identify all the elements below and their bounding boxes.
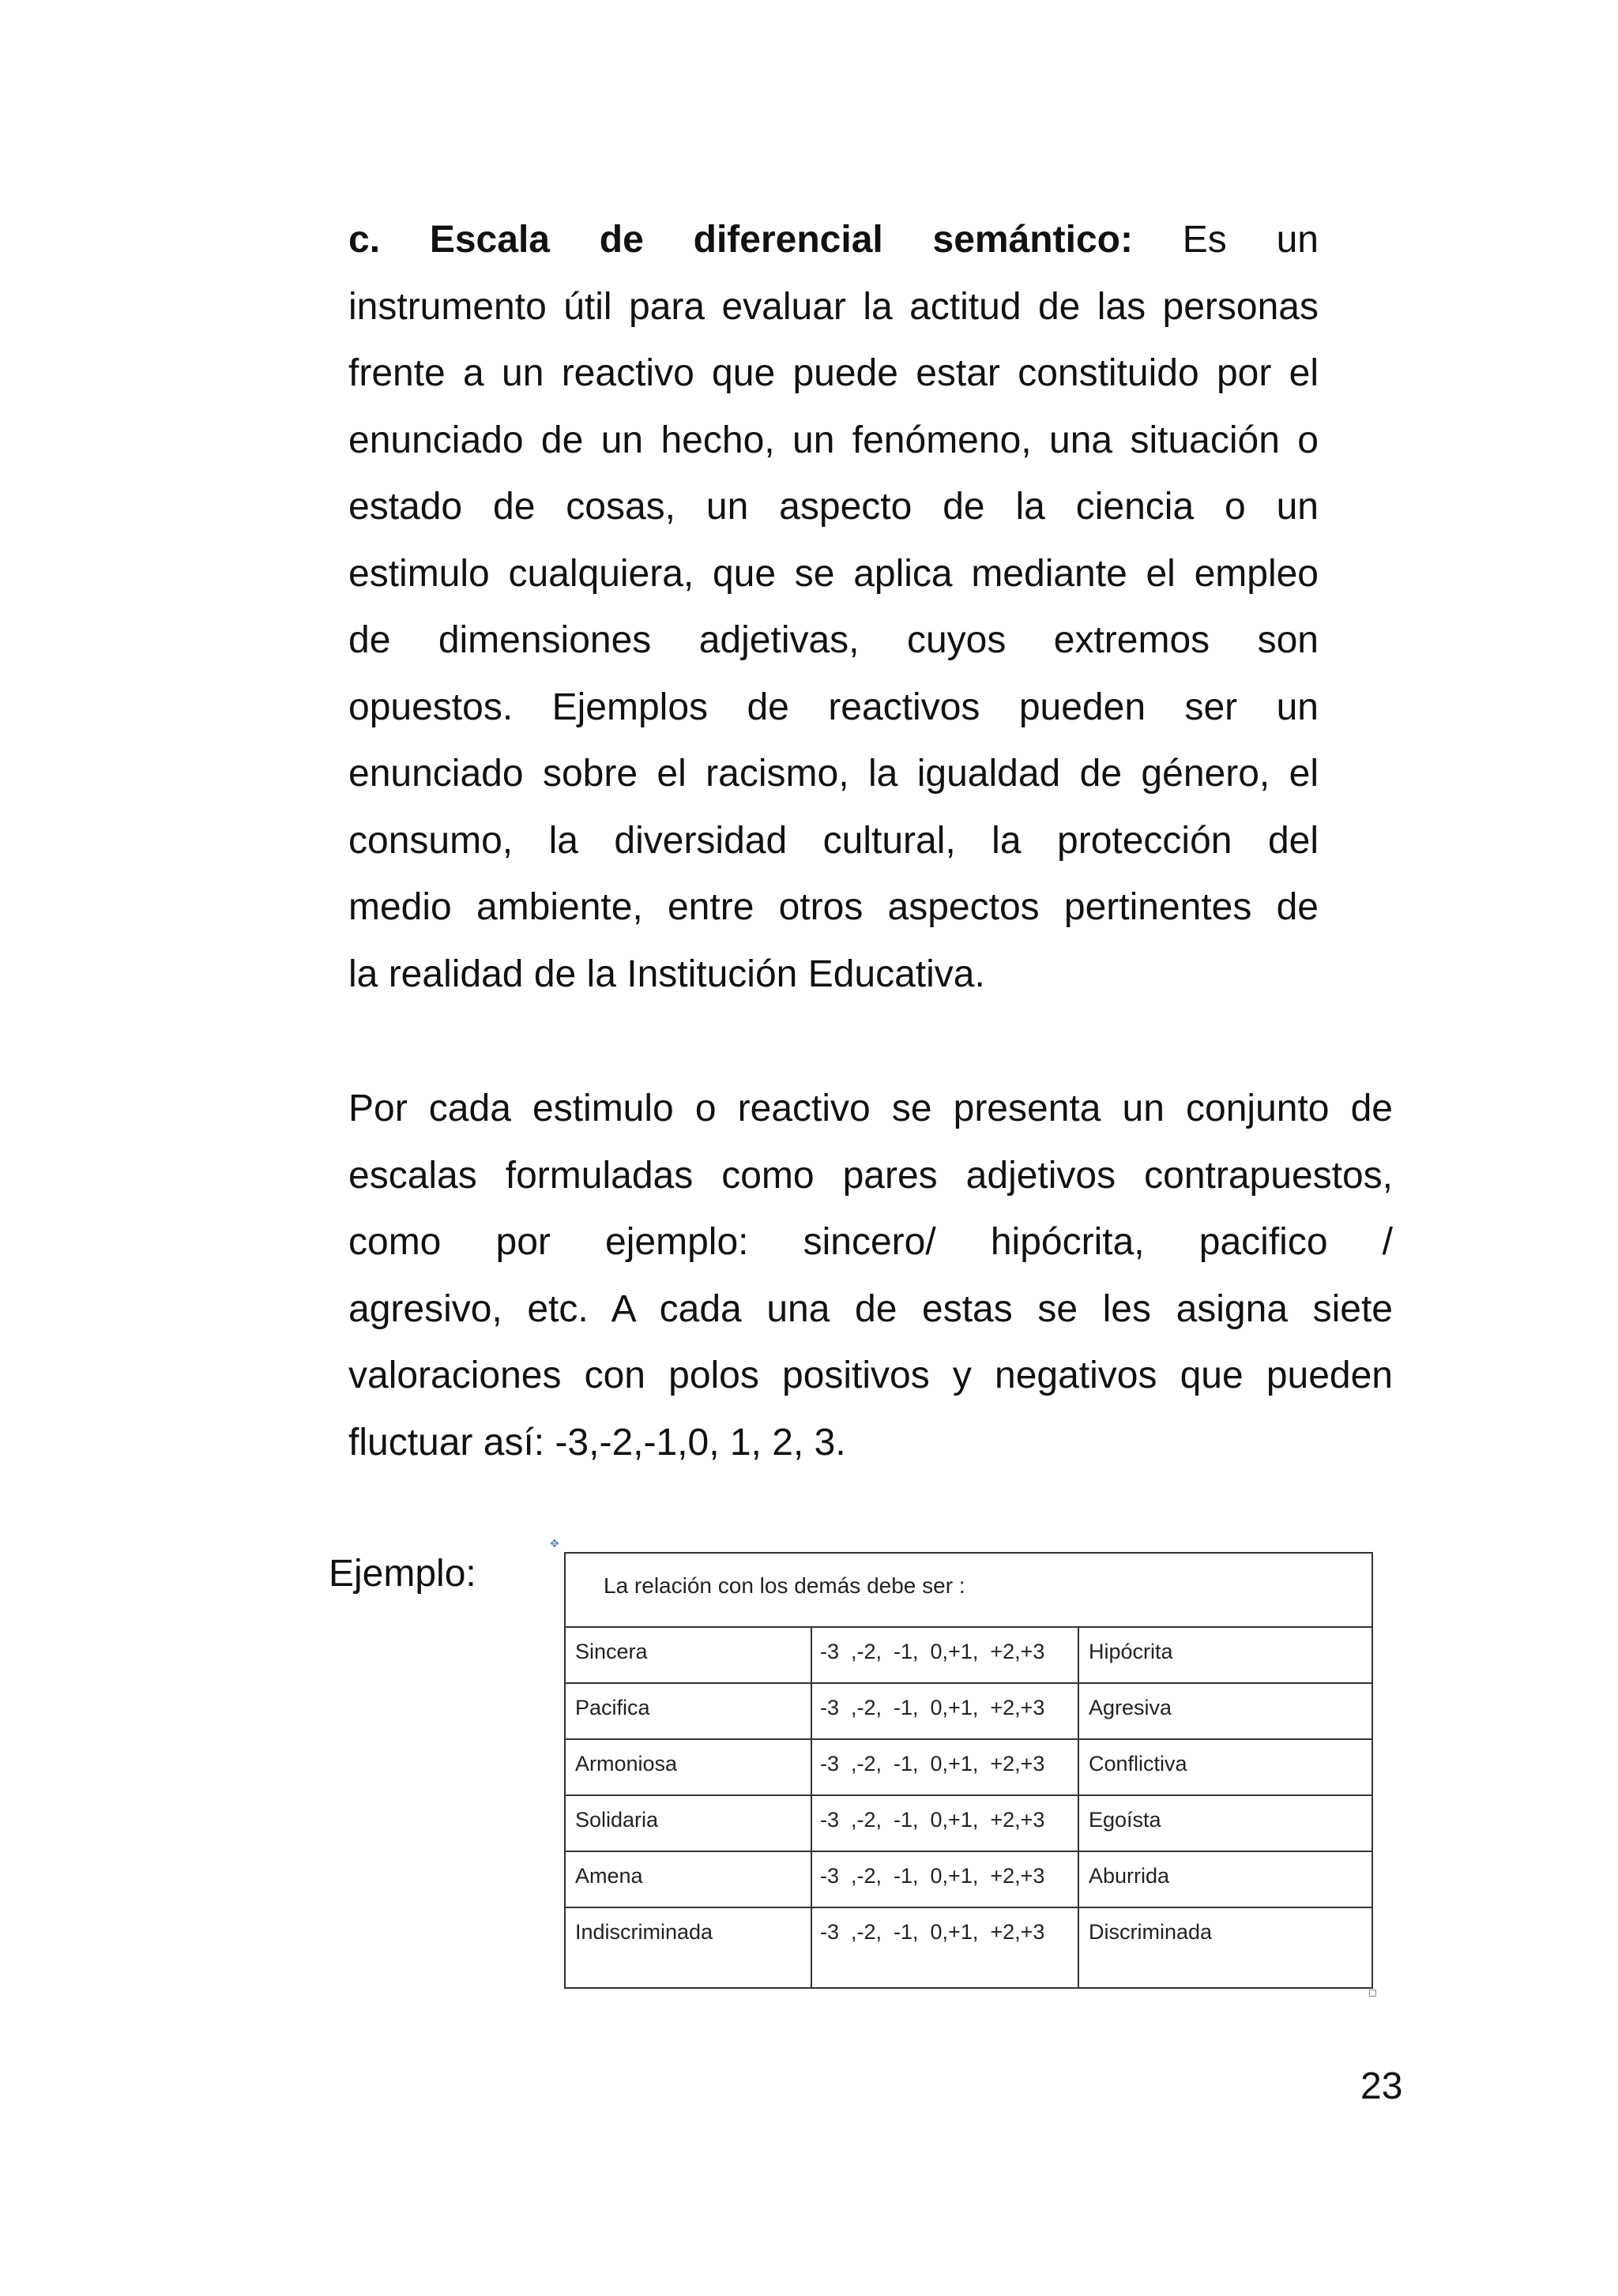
example-label: Ejemplo: [329,1553,476,1595]
text-line: enunciado sobre el racismo, la igualdad de género, el [348,753,1319,795]
negative-adjective: Discriminada [1089,1920,1213,1944]
text-line: estado de cosas, un aspecto de la ciencia o un [348,486,1319,528]
positive-adjective: Armoniosa [575,1752,678,1776]
paragraph-definition [348,207,1319,1008]
table-row [566,1738,1372,1794]
table-row [566,1682,1372,1738]
table-row [566,1626,1372,1682]
text-line: la realidad de la Institución Educativa. [348,953,985,995]
negative-adjective: Agresiva [1089,1696,1172,1719]
text-line: escalas formuladas como pares adjetivos contrapuestos, [348,1154,1393,1197]
table-move-handle-icon[interactable]: ✥ [550,1537,559,1550]
text-line: instrumento útil para evaluar la actitud de las personas [348,285,1319,328]
positive-adjective: Sincera [575,1640,648,1663]
scale-values: -3 ,-2, -1, 0,+1, +2,+3 [820,1864,1045,1888]
scale-values: -3 ,-2, -1, 0,+1, +2,+3 [820,1696,1045,1719]
text-line: opuestos. Ejemplos de reactivos pueden ser un [348,686,1319,728]
table-row [566,1851,1372,1907]
text-fragment: Es un [1182,219,1319,261]
scale-values: -3 ,-2, -1, 0,+1, +2,+3 [820,1808,1045,1832]
text-line: consumo, la diversidad cultural, la protección del [348,819,1319,862]
scale-values: -3 ,-2, -1, 0,+1, +2,+3 [820,1920,1045,1944]
positive-adjective: Amena [575,1864,643,1888]
text-line: estimulo cualquiera, que se aplica mediante el empleo [348,552,1319,595]
text-line: fluctuar así: -3,-2,-1,0, 1, 2, 3. [348,1421,846,1464]
positive-adjective: Pacifica [575,1696,650,1719]
column-divider [811,1626,812,1987]
scale-values: -3 ,-2, -1, 0,+1, +2,+3 [820,1640,1045,1663]
column-divider [1078,1626,1079,1987]
text-line: valoraciones con polos positivos y negativos que pueden [348,1355,1393,1396]
text-line: agresivo, etc. A cada una de estas se les asigna siete [348,1287,1393,1330]
text-line: como por ejemplo: sincero/ hipócrita, pacifico / [348,1221,1393,1263]
paragraph-explanation [348,1076,1393,1476]
positive-adjective: Solidaria [575,1808,659,1832]
positive-adjective: Indiscriminada [575,1920,713,1944]
text-line: medio ambiente, entre otros aspectos pertinentes de [348,886,1319,928]
negative-adjective: Hipócrita [1089,1640,1173,1663]
scale-values: -3 ,-2, -1, 0,+1, +2,+3 [820,1752,1045,1776]
table-resize-handle-icon[interactable] [1369,1990,1376,1997]
section-heading: c. Escala de diferencial semántico: [348,219,1133,261]
negative-adjective: Egoísta [1089,1808,1161,1832]
text-line: frente a un reactivo que puede estar constituido por el [348,352,1319,394]
table-row [566,1907,1372,1990]
table-title: La relación con los demás debe ser : [604,1573,965,1598]
negative-adjective: Aburrida [1089,1864,1170,1888]
text-line: enunciado de un hecho, un fenómeno, una situación o [348,419,1319,461]
page-number: 23 [1360,2065,1403,2107]
text-line [348,207,1319,274]
table-row [566,1794,1372,1851]
text-line: Por cada estimulo o reactivo se presenta un conjunto de [348,1088,1393,1129]
text-line: de dimensiones adjetivas, cuyos extremos son [348,619,1319,661]
semantic-differential-table [564,1552,1373,1989]
negative-adjective: Conflictiva [1089,1752,1187,1776]
